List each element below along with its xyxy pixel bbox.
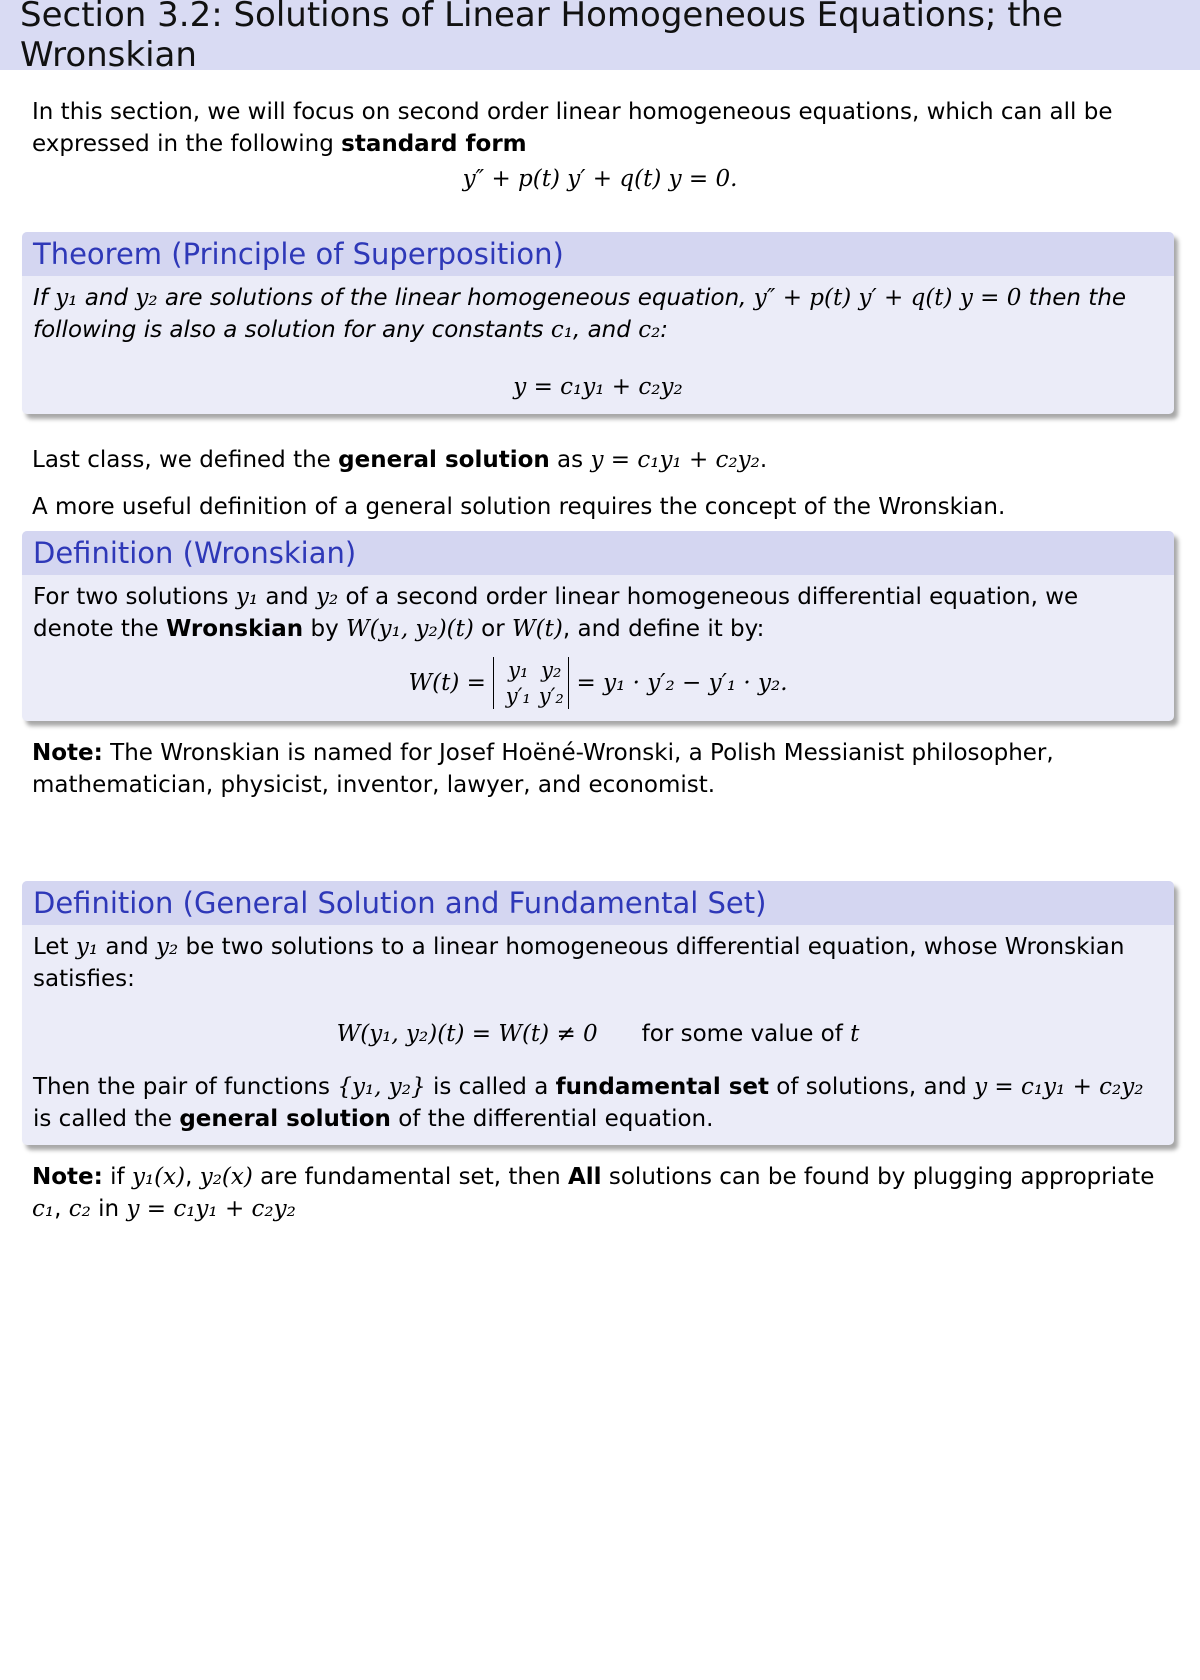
matrix-cell: y₂ <box>541 658 562 682</box>
note-text: in <box>90 1196 127 1222</box>
note-wronski <box>32 737 1168 801</box>
note-text: The Wronskian is named for Josef Hoëné-Wronski, a Polish Messianist philosopher, mathematician, physicist, inventor, lawyer, and economist. <box>32 740 1054 798</box>
var-y2: y₂ <box>315 584 339 610</box>
general-definition-text <box>33 931 1163 995</box>
last-class-equation: y = c₁y₁ + c₂y₂ <box>590 447 760 473</box>
wronskian-lhs: W(t) = <box>408 670 486 696</box>
var-y2: y₂ <box>156 934 179 960</box>
def-text: of a second order linear homogeneous differential equation, we denote the <box>33 584 1079 642</box>
general-solution-equation: y = c₁y₁ + c₂y₂ <box>974 1074 1144 1100</box>
intro-paragraph <box>32 96 1168 160</box>
def-text: Let <box>33 934 76 960</box>
const-c1: c₁ <box>550 317 573 343</box>
note-text: , <box>185 1164 200 1190</box>
note-text: solutions can be found by plugging appropriate <box>601 1164 1155 1190</box>
wronskian-rhs: = y₁ · y′₂ − y′₁ · y₂. <box>576 670 788 696</box>
more-useful-paragraph: A more useful definition of a general solution requires the concept of the Wronskian. <box>32 494 1006 520</box>
general-solution-bold-term: general solution <box>179 1106 391 1132</box>
wronskian-definition-body <box>22 575 1174 721</box>
theorem-text: then the following is also a solution for any constants <box>33 285 1127 343</box>
def-text: For two solutions <box>33 584 236 610</box>
general-solution-definition-title: Definition (General Solution and Fundamental Set) <box>22 881 1174 925</box>
slide-title: Section 3.2: Solutions of Linear Homogeneous Equations; the Wronskian <box>0 0 1200 70</box>
def-text: of solutions, and <box>769 1074 975 1100</box>
wronskian-definition-text <box>33 581 1163 645</box>
note-text: are fundamental set, then <box>252 1164 568 1190</box>
def-text: of the differential equation. <box>390 1106 714 1132</box>
theorem-statement <box>33 282 1163 346</box>
def-text: or <box>473 616 513 642</box>
wronskian-definition-block <box>22 531 1174 721</box>
wronskian-nonzero-condition <box>33 1017 1163 1051</box>
standard-form-equation: y″ + p(t) y′ + q(t) y = 0. <box>462 166 738 192</box>
slide-content <box>0 96 1200 1225</box>
theorem-block <box>22 232 1174 414</box>
matrix-cell: y₁ <box>508 658 529 682</box>
fundamental-set-text <box>33 1071 1163 1135</box>
last-class-text: . <box>759 447 768 473</box>
note-label: Note: <box>32 1164 103 1190</box>
var-y1: y₁ <box>55 285 78 311</box>
def-text: and <box>98 934 157 960</box>
note-text: , <box>54 1196 69 1222</box>
def-text: and <box>258 584 316 610</box>
wronskian-determinant <box>493 657 569 709</box>
general-solution-definition-block <box>22 881 1174 1145</box>
theorem-body <box>22 276 1174 414</box>
theorem-text: are solutions of the linear homogeneous equation, <box>157 285 754 311</box>
def-text: Then the pair of functions <box>33 1074 338 1100</box>
theorem-text: and <box>77 285 136 311</box>
superposition-equation: y = c₁y₁ + c₂y₂ <box>513 374 683 400</box>
determinant-matrix <box>493 657 569 709</box>
const-c2: c₂ <box>68 1196 91 1222</box>
theorem-title: Theorem (Principle of Superposition) <box>22 232 1174 276</box>
theorem-text: , and <box>572 317 639 343</box>
function-set: {y₁, y₂} <box>337 1074 426 1100</box>
last-class-text: as <box>549 447 591 473</box>
var-y1: y₁ <box>235 584 259 610</box>
theorem-text: If <box>33 285 56 311</box>
def-text: by <box>303 616 347 642</box>
theorem-text: : <box>660 317 669 343</box>
function-y1x: y₁(x) <box>131 1164 186 1190</box>
wronskian-formula <box>33 657 1163 709</box>
def-text: is called the <box>33 1106 180 1132</box>
note-text: if <box>102 1164 132 1190</box>
def-text: be two solutions to a linear homogeneous differential equation, whose Wronskian satisfies: <box>33 934 1125 992</box>
theorem-inline-equation: y″ + p(t) y′ + q(t) y = 0 <box>753 285 1022 311</box>
last-class-text: Last class, we defined the <box>32 447 339 473</box>
def-text: , and define it by: <box>562 616 765 642</box>
const-c1: c₁ <box>32 1196 55 1222</box>
wronskian-notation-short: W(t) <box>512 616 563 642</box>
fundamental-set-bold-term: fundamental set <box>555 1074 769 1100</box>
all-bold-term: All <box>567 1164 602 1190</box>
note-label: Note: <box>32 740 103 766</box>
var-y1: y₁ <box>75 934 99 960</box>
note-fundamental-set <box>32 1161 1168 1225</box>
note-equation: y = c₁y₁ + c₂y₂ <box>126 1196 296 1222</box>
const-c2: c₂ <box>638 317 661 343</box>
wronskian-notation-full: W(y₁, y₂)(t) <box>346 616 474 642</box>
condition-text: for some value of <box>641 1021 851 1047</box>
wronskian-bold-term: Wronskian <box>165 616 304 642</box>
var-t: t <box>850 1021 860 1047</box>
matrix-cell: y′₂ <box>538 684 564 708</box>
wronskian-definition-title: Definition (Wronskian) <box>22 531 1174 575</box>
matrix-cell: y′₁ <box>505 684 531 708</box>
general-solution-definition-body <box>22 925 1174 1145</box>
function-y2x: y₂(x) <box>199 1164 253 1190</box>
last-class-bold-term: general solution <box>338 447 550 473</box>
def-text: is called a <box>425 1074 556 1100</box>
nonzero-equation: W(y₁, y₂)(t) = W(t) ≠ 0 <box>336 1021 598 1047</box>
last-class-paragraph <box>32 444 1168 476</box>
intro-text: In this section, we will focus on second order linear homogeneous equations, which can all be expressed in the following <box>32 99 1113 157</box>
intro-bold-term: standard form <box>341 131 527 157</box>
var-y2: y₂ <box>135 285 158 311</box>
